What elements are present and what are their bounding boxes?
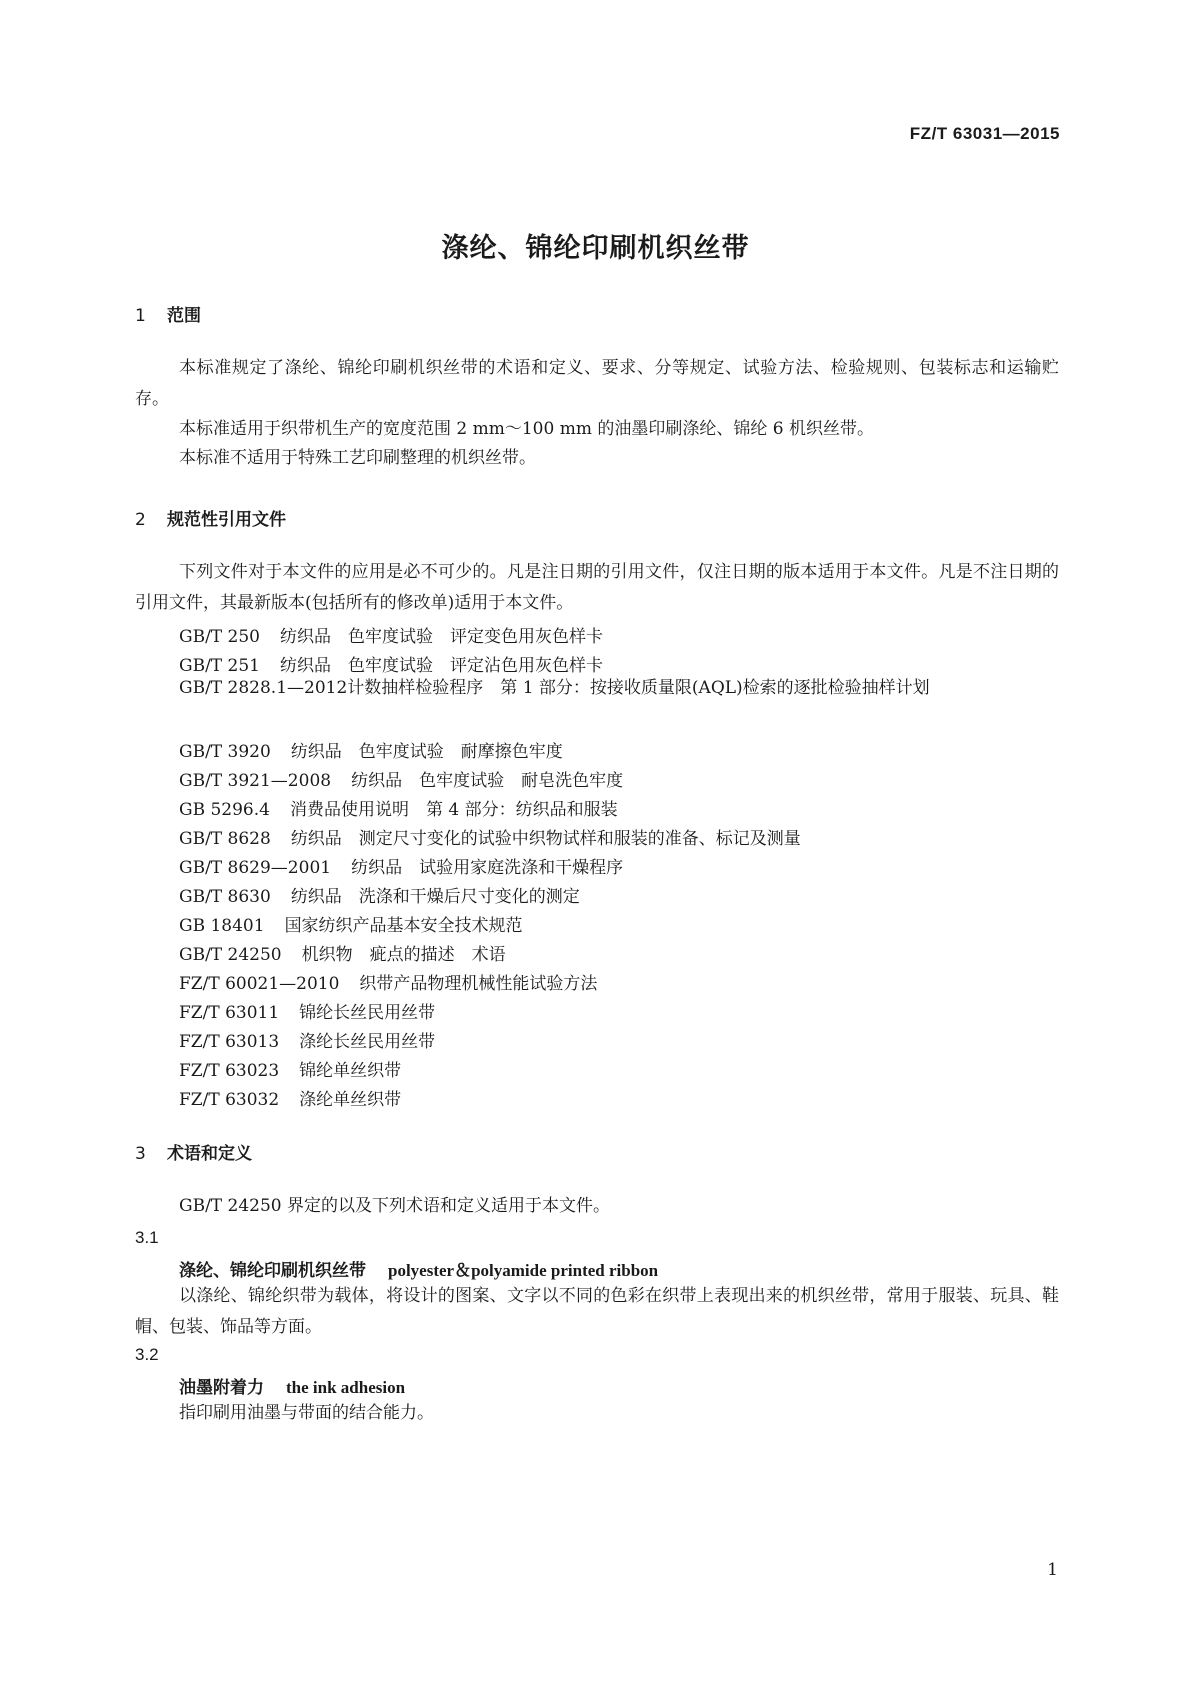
reference-code: GB/T 24250 (179, 945, 282, 965)
reference-code: FZ/T 60021—2010 (179, 974, 340, 994)
reference-item (135, 673, 1059, 704)
paragraph: GB/T 24250 界定的以及下列术语和定义适用于本文件。 (179, 1196, 611, 1216)
reference-item (179, 882, 580, 907)
reference-item (179, 1027, 435, 1052)
reference-item (179, 940, 506, 965)
reference-title: 纺织品 色牢度试验 评定变色用灰色样卡 (280, 627, 603, 647)
reference-title: 纺织品 测定尺寸变化的试验中织物试样和服装的准备、标记及测量 (290, 829, 801, 849)
term-definition: 以涤纶、锦纶织带为载体，将设计的图案、文字以不同的色彩在织带上表现出来的机织丝带，常用于服装、玩具、鞋帽、包装、饰品等方面。 (135, 1286, 1059, 1337)
reference-title: 织带产品物理机械性能试验方法 (359, 974, 598, 994)
reference-title: 涤纶单丝织带 (299, 1090, 402, 1110)
reference-title: 纺织品 色牢度试验 评定沾色用灰色样卡 (280, 656, 603, 676)
reference-code: GB/T 251 (179, 656, 260, 676)
reference-title: 锦纶长丝民用丝带 (299, 1003, 436, 1023)
reference-code: FZ/T 63011 (179, 1003, 280, 1023)
section-heading-terms-and-definitions (135, 1139, 252, 1164)
term-en: the ink adhesion (286, 1378, 406, 1397)
standard-code: FZ/T 63031—2015 (909, 124, 1060, 143)
term-number: 3.2 (135, 1345, 159, 1364)
reference-item (179, 795, 618, 820)
reference-code: GB/T 250 (179, 627, 260, 647)
reference-code: FZ/T 63013 (179, 1032, 280, 1052)
reference-item (179, 853, 623, 878)
paragraph: 下列文件对于本文件的应用是必不可少的。凡是注日期的引用文件，仅注日期的版本适用于本文件。凡是不注日期的引用文件，其最新版本(包括所有的修改单)适用于本文件。 (135, 562, 1059, 613)
reference-code: GB 5296.4 (179, 800, 270, 820)
reference-code: FZ/T 63023 (179, 1061, 280, 1081)
reference-code: GB/T 8629—2001 (179, 858, 332, 878)
reference-item (179, 911, 523, 936)
reference-title: 纺织品 色牢度试验 耐皂洗色牢度 (351, 771, 624, 791)
reference-item (179, 1085, 401, 1110)
reference-code: GB/T 3921—2008 (179, 771, 332, 791)
reference-title: 国家纺织产品基本安全技术规范 (284, 916, 523, 936)
term-definition: 指印刷用油墨与带面的结合能力。 (179, 1403, 434, 1423)
term-zh: 油墨附着力 (179, 1378, 264, 1398)
paragraph: 本标准不适用于特殊工艺印刷整理的机织丝带。 (179, 448, 536, 468)
section-heading-normative-references (135, 505, 286, 530)
reference-title: 涤纶长丝民用丝带 (299, 1032, 436, 1052)
document-title: 涤纶、锦纶印刷机织丝带 (441, 233, 750, 264)
reference-item (179, 766, 623, 791)
reference-code: GB/T 8628 (179, 829, 271, 849)
reference-item (179, 824, 801, 849)
page-number: 1 (1047, 1560, 1058, 1580)
term-heading (179, 1256, 658, 1281)
reference-code: GB 18401 (179, 916, 265, 936)
reference-title: 纺织品 试验用家庭洗涤和干燥程序 (351, 858, 624, 878)
term-en: polyester＆polyamide printed ribbon (388, 1261, 659, 1280)
paragraph: 本标准适用于织带机生产的宽度范围 2 mm～100 mm 的油墨印刷涤纶、锦纶 6 机织丝带。 (179, 419, 874, 439)
term-number: 3.1 (135, 1228, 159, 1247)
reference-item (179, 1056, 401, 1081)
term-zh: 涤纶、锦纶印刷机织丝带 (179, 1261, 366, 1281)
reference-code: GB/T 2828.1—2012 (179, 678, 348, 698)
section-title: 范围 (167, 306, 201, 326)
reference-code: FZ/T 63032 (179, 1090, 280, 1110)
section-title: 术语和定义 (167, 1144, 252, 1164)
reference-code: GB/T 3920 (179, 742, 271, 762)
section-heading-scope (135, 301, 201, 326)
term-heading (179, 1373, 405, 1398)
section-number: 2 (135, 510, 146, 530)
reference-title: 消费品使用说明 第 4 部分：纺织品和服装 (289, 800, 618, 820)
section-number: 3 (135, 1144, 146, 1164)
reference-item (179, 969, 597, 994)
reference-title: 纺织品 色牢度试验 耐摩擦色牢度 (290, 742, 563, 762)
reference-title: 计数抽样检验程序 第 1 部分：按接收质量限(AQL)检索的逐批检验抽样计划 (347, 678, 930, 698)
paragraph: 本标准规定了涤纶、锦纶印刷机织丝带的术语和定义、要求、分等规定、试验方法、检验规则、包装标志和运输贮存。 (135, 358, 1059, 409)
reference-title: 纺织品 洗涤和干燥后尺寸变化的测定 (290, 887, 580, 907)
reference-item (179, 737, 563, 762)
reference-code: GB/T 8630 (179, 887, 271, 907)
reference-item (179, 998, 435, 1023)
reference-title: 机织物 疵点的描述 术语 (301, 945, 506, 965)
section-title: 规范性引用文件 (167, 510, 286, 530)
reference-item (179, 622, 603, 647)
section-number: 1 (135, 306, 146, 326)
reference-title: 锦纶单丝织带 (299, 1061, 402, 1081)
